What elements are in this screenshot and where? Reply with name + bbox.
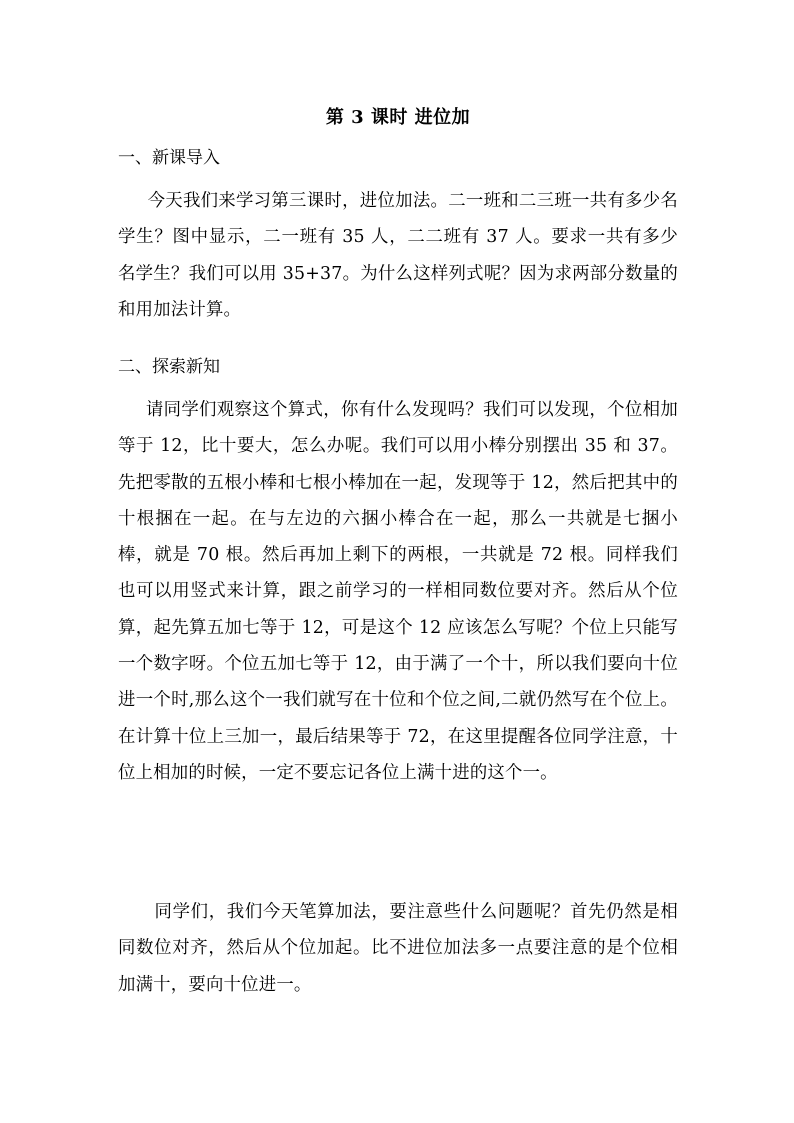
explore-paragraph-2: 同学们，我们今天笔算加法，要注意些什么问题呢？首先仍然是相同数位对齐，然后从个位加起。比不进位加法多一点要注意的是个位相加满十，要向十位进一。	[118, 902, 678, 995]
section-heading-intro: 一、新课导入	[118, 148, 220, 168]
section-heading-explore: 二、探索新知	[118, 357, 220, 377]
page-title: 第 3 课时 进位加	[325, 107, 471, 128]
explore-paragraph-1: 请同学们观察这个算式，你有什么发现吗？我们可以发现，个位相加等于 12，比十要大，怎么办呢。我们可以用小棒分别摆出 35 和 37。先把零散的五根小棒和七根小棒加在一起，发现等于 12，然后把其中的十根捆在一起。在与左边的六捆小棒合在一起，那么一共就是七捆小棒，就是 70 根。然后再加上剩下的两根，一共就是 72 根。同样我们也可以用竖式来计算，跟之前学习的一样相同数位要对齐。然后从个位算，起先算五加七等于 12，可是这个 12 应该怎么写呢？个位上只能写一个数字呀。个位五加七等于 12，由于满了一个十，所以我们要向十位进一个时,那么这个一我们就写在十位和个位之间,二就仍然写在个位上。在计算十位上三加一，最后结果等于 72，在这里提醒各位同学注意，十位上相加的时候，一定不要忘记各位上满十进的这个一。	[118, 400, 678, 783]
intro-paragraph: 今天我们来学习第三课时，进位加法。二一班和二三班一共有多少名学生？图中显示，二一班有 35 人，二二班有 37 人。要求一共有多少名学生？我们可以用 35+37。为什么这样列式呢？因为求两部分数量的和用加法计算。	[118, 191, 678, 320]
